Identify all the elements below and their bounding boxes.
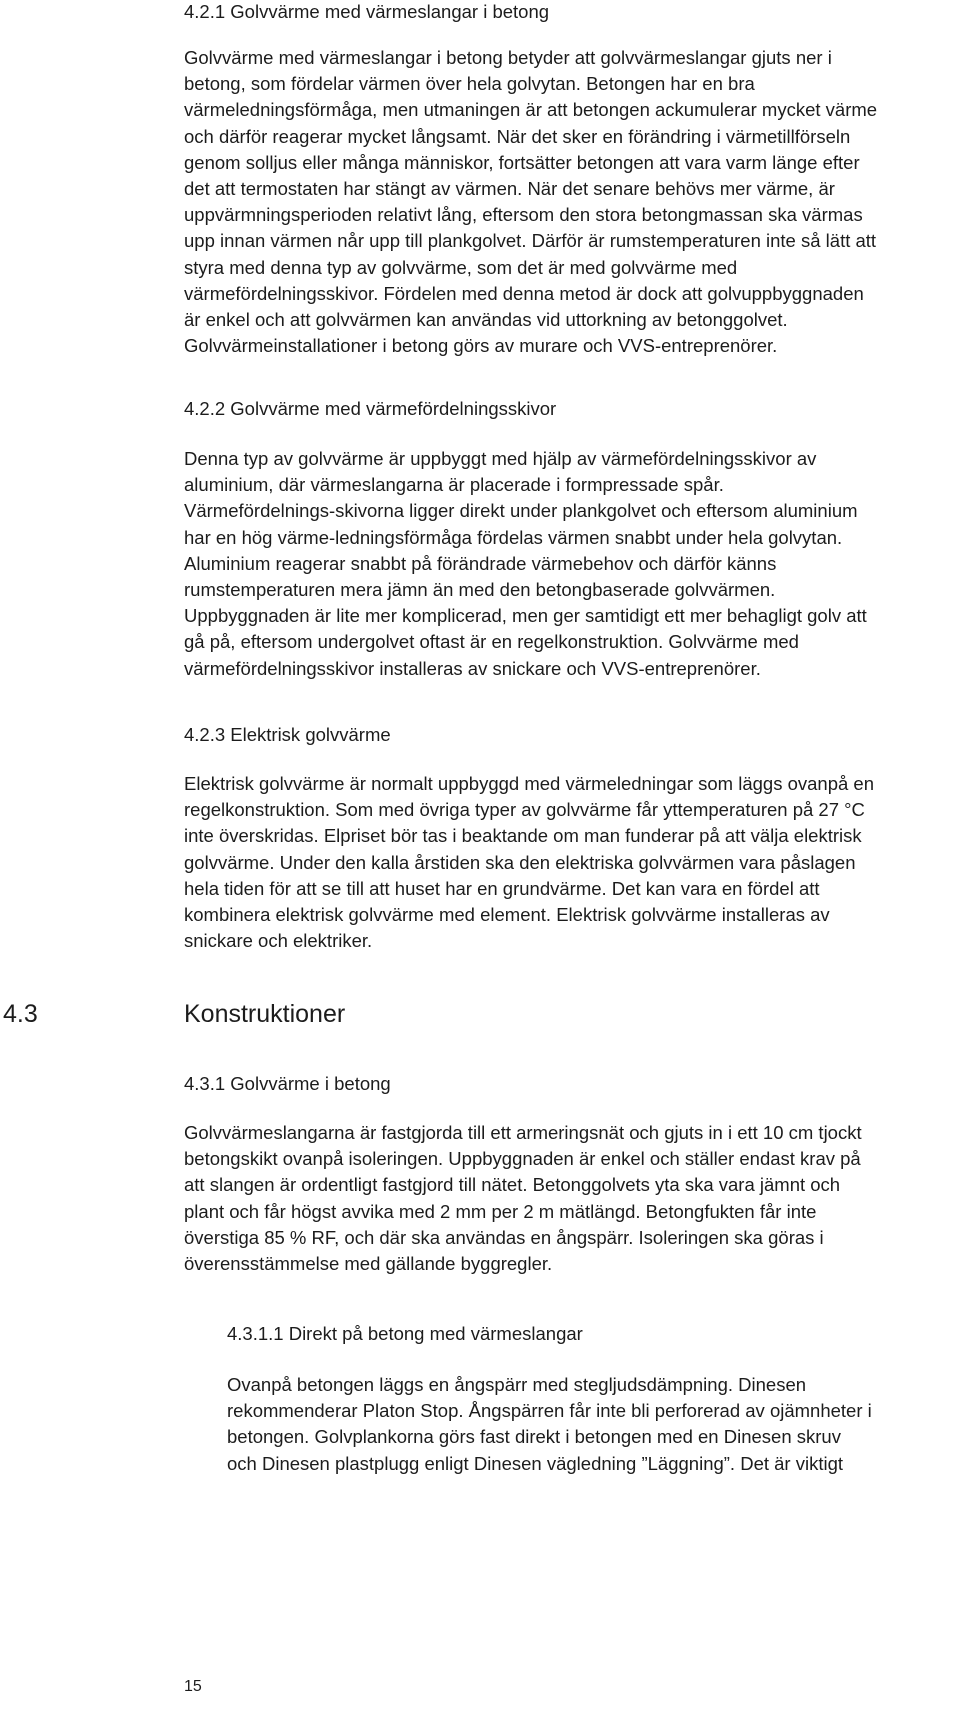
chapter-title: Konstruktioner xyxy=(184,1000,346,1028)
paragraph: Golvvärme med värmeslangar i betong betyder att golvvärmeslangar gjuts ner i betong, som fördelar värmen över hela golvytan. Betongen har en bra värmeledningsförmåga, men utmaningen är att betongen ackumulerar mycket värme och därför reagerar mycket långsamt. När det sker en förändring i värmetillförseln genom solljus eller många människor, fortsätter betongen att vara varm länge efter det att termostaten har stängt av värmen. När det senare behövs mer värme, är uppvärmningsperioden relativt lång, eftersom den stora betongmassan ska värmas upp innan värmen når upp till plankgolvet. Därför är rumstemperaturen inte så lätt att styra med denna typ av golvvärme, som det är med golvvärme med värmefördelningsskivor. Fördelen med denna metod är dock att golvuppbyggnaden är enkel och att golvvärmen kan användas vid uttorkning av betonggolvet. Golvvärmeinstallationer i betong görs av murare och VVS-entreprenörer. xyxy=(184,47,878,357)
paragraph: Denna typ av golvvärme är uppbyggt med hjälp av värmefördelningsskivor av aluminium, där värmeslangarna är placerade i formpressade spår. Värmefördelnings-skivorna ligger direkt under plankgolvet och eftersom aluminium har en hög värme-ledningsförmåga fördelas värmen snabbt under hela golvytan. Aluminium reagerar snabbt på förändrade värmebehov och därför känns rumstemperaturen mera jämn än med den betongbaserade golvvärmen. Uppbyggnaden är lite mer komplicerad, men ger samtidigt ett mer behagligt golv att gå på, eftersom undergolvet oftast är en regelkonstruktion. Golvvärme med värmefördelningsskivor installeras av snickare och VVS-entreprenörer. xyxy=(184,448,867,679)
paragraph: Elektrisk golvvärme är normalt uppbyggd med värmeledningar som läggs ovanpå en regelkonstruktion. Som med övriga typer av golvvärme får yttemperaturen på 27 °C inte överskridas. Elpriset bör tas i beaktande om man funderar på att välja elektrisk golvvärme. Under den kalla årstiden ska den elektriska golvvärmen vara påslagen hela tiden för att se till att huset har en grundvärme. Det kan vara en fördel att kombinera elektrisk golvvärme med element. Elektrisk golvvärme installeras av snickare och elektriker. xyxy=(184,773,874,952)
page-number: 15 xyxy=(184,1678,202,1695)
section-heading-4-2-1: 4.2.1 Golvvärme med värmeslangar i betong xyxy=(184,1,550,22)
chapter-number: 4.3 xyxy=(3,1000,38,1028)
subsection-body-4-3-1 xyxy=(184,1120,879,1277)
section-body-4-2-3 xyxy=(184,771,879,954)
subsection-body-4-3-1-1 xyxy=(227,1372,872,1477)
subsection-heading-4-3-1-1: 4.3.1.1 Direkt på betong med värmeslangar xyxy=(227,1323,583,1344)
section-body-4-2-1 xyxy=(184,45,879,359)
subsection-heading-4-3-1: 4.3.1 Golvvärme i betong xyxy=(184,1073,391,1094)
paragraph: Ovanpå betongen läggs en ångspärr med stegljudsdämpning. Dinesen rekommenderar Platon Stop. Ångspärren får inte bli perforerad av ojämnheter i betongen. Golvplankorna görs fast direkt i betongen med en Dinesen skruv och Dinesen plastplugg enligt Dinesen vägledning ”Läggning”. Det är viktigt xyxy=(227,1374,872,1474)
section-heading-4-2-2: 4.2.2 Golvvärme med värmefördelningsskivor xyxy=(184,398,557,419)
paragraph: Golvvärmeslangarna är fastgjorda till ett armeringsnät och gjuts in i ett 10 cm tjockt betongskikt ovanpå isoleringen. Uppbyggnaden är enkel och ställer endast krav på att slangen är ordentligt fastgjord till nätet. Betonggolvets yta ska vara jämnt och plant och får högst avvika med 2 mm per 2 m mätlängd. Betongfukten får inte överstiga 85 % RF, och där ska användas en ångspärr. Isoleringen ska göras i överensstämmelse med gällande byggregler. xyxy=(184,1122,862,1275)
section-heading-4-2-3: 4.2.3 Elektrisk golvvärme xyxy=(184,724,391,745)
section-body-4-2-2 xyxy=(184,446,879,682)
